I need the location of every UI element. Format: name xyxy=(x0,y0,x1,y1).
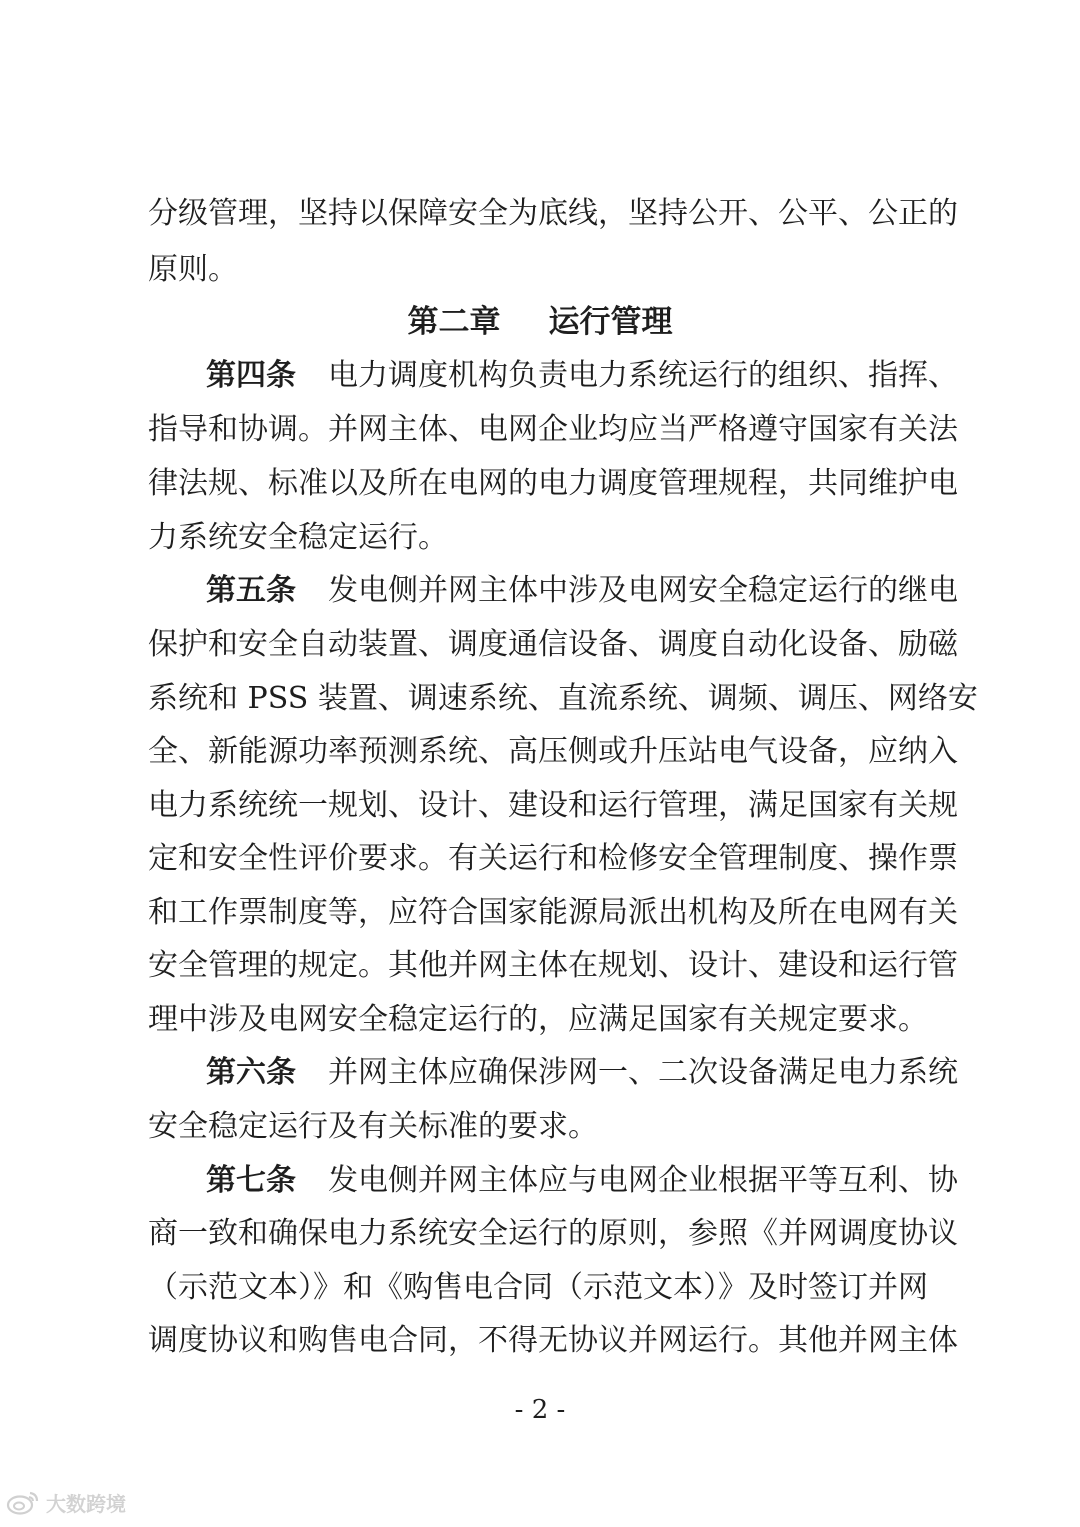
article-7-line: 调度协议和购售电合同，不得无协议并网运行。其他并网主体 xyxy=(148,1323,958,1358)
article-4-line: 力系统安全稳定运行。 xyxy=(148,520,448,555)
article-4-label: 第四条 xyxy=(206,358,296,393)
article-6-first-line xyxy=(206,1043,958,1103)
article-5-first-line xyxy=(206,561,958,621)
chapter-heading xyxy=(0,292,1080,352)
chapter-number: 第二章 xyxy=(407,304,501,340)
article-5-line: 全、新能源功率预测系统、高压侧或升压站电气设备，应纳入 xyxy=(148,734,958,769)
article-5-line: 系统和 PSS 装置、调速系统、直流系统、调频、调压、网络安 xyxy=(148,681,978,716)
article-6-line: 安全稳定运行及有关标准的要求。 xyxy=(148,1109,598,1144)
article-7-label: 第七条 xyxy=(206,1163,296,1198)
article-6-label: 第六条 xyxy=(206,1055,296,1090)
intro-line-1: 分级管理，坚持以保障安全为底线，坚持公开、公平、公正的 xyxy=(148,196,958,231)
chapter-title: 运行管理 xyxy=(548,304,673,340)
article-7-line: 商一致和确保电力系统安全运行的原则，参照《并网调度协议 xyxy=(148,1216,958,1251)
article-7-first-line xyxy=(206,1151,958,1211)
article-5-label: 第五条 xyxy=(206,573,296,608)
article-5-line: 定和安全性评价要求。有关运行和检修安全管理制度、操作票 xyxy=(148,841,958,876)
article-4-line: 指导和协调。并网主体、电网企业均应当严格遵守国家有关法 xyxy=(148,412,958,447)
article-6-first-text: 并网主体应确保涉网一、二次设备满足电力系统 xyxy=(328,1055,958,1090)
article-5-first-text: 发电侧并网主体中涉及电网安全稳定运行的继电 xyxy=(328,573,958,608)
article-5-line: 理中涉及电网安全稳定运行的，应满足国家有关规定要求。 xyxy=(148,1002,928,1037)
article-5-line: 电力系统统一规划、设计、建设和运行管理，满足国家有关规 xyxy=(148,788,958,823)
page-number: - 2 - xyxy=(514,1395,566,1425)
article-5-line: 安全管理的规定。其他并网主体在规划、设计、建设和运行管 xyxy=(148,948,958,983)
article-4-first-line xyxy=(206,346,958,406)
article-5-line: 和工作票制度等，应符合国家能源局派出机构及所在电网有关 xyxy=(148,895,958,930)
watermark xyxy=(6,1486,126,1518)
weibo-logo-icon xyxy=(6,1489,40,1515)
article-5-line: 保护和安全自动装置、调度通信设备、调度自动化设备、励磁 xyxy=(148,627,958,662)
article-7-first-text: 发电侧并网主体应与电网企业根据平等互利、协 xyxy=(328,1163,958,1198)
article-7-line: （示范文本）》和《购售电合同（示范文本）》及时签订并网 xyxy=(148,1270,928,1305)
intro-line-2: 原则。 xyxy=(148,252,238,287)
article-4-first-text: 电力调度机构负责电力系统运行的组织、指挥、 xyxy=(328,358,958,393)
watermark-text: 大数跨境 xyxy=(46,1491,126,1516)
article-4-line: 律法规、标准以及所在电网的电力调度管理规程，共同维护电 xyxy=(148,466,958,501)
